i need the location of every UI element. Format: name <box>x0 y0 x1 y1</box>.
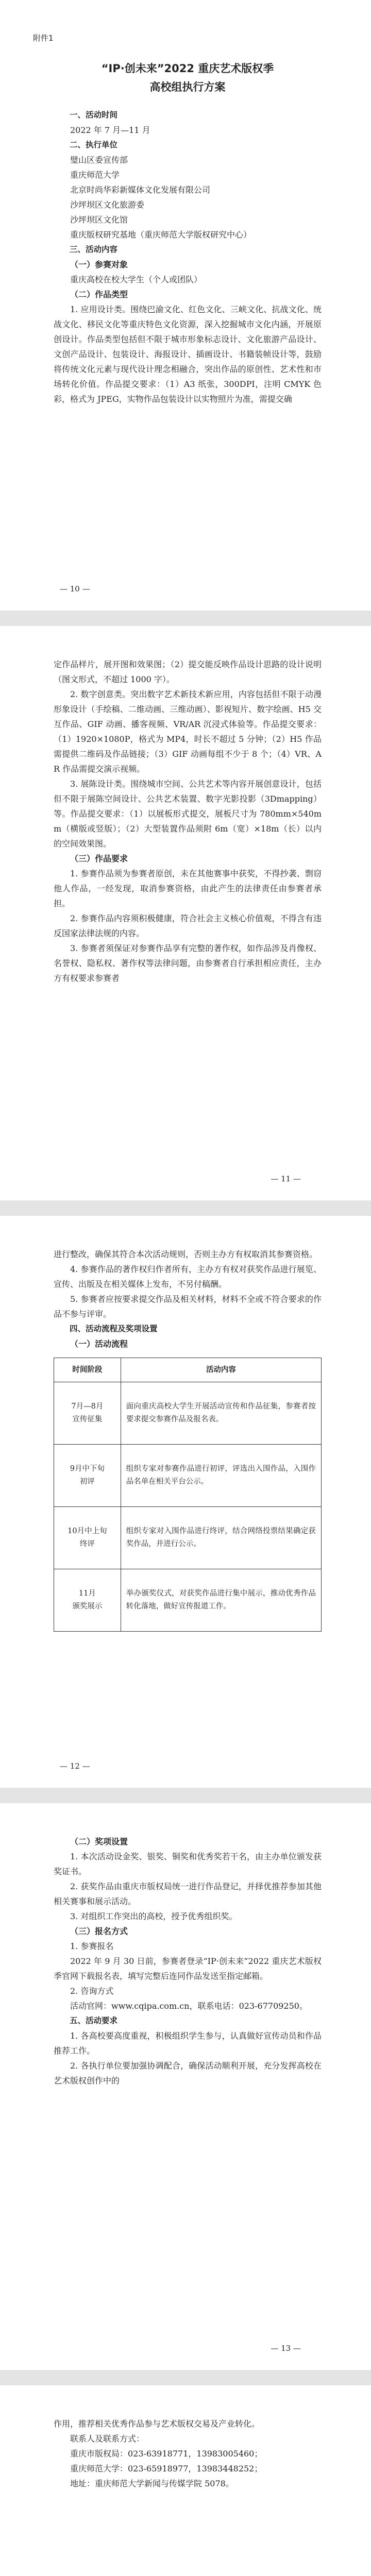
stage-name: 初评 <box>79 1478 95 1486</box>
paragraph: 2. 咨询方式 <box>70 1986 114 1996</box>
text-line: 璧山区委宣传部 <box>70 155 128 165</box>
table-header-cell: 时间阶段 <box>54 1358 121 1382</box>
paragraph: 2. 参赛作品内容须积极健康，符合社会主义核心价值观，不得含有违反国家法律法规的内容。 <box>54 913 322 938</box>
page-body <box>54 2416 322 2491</box>
time-period: 7月—8月 <box>71 1402 104 1411</box>
document-page-3 <box>0 1216 371 1788</box>
document-page-5 <box>0 2385 371 2576</box>
paragraph: 1. 参赛作品须为参赛者原创，未在其他赛事中获奖，不得抄袭、剽窃他人作品，一经发现，取消参赛资格，由此产生的法律责任由参赛者承担。 <box>54 869 322 908</box>
attachment-label: 附件1 <box>33 33 54 43</box>
text-line: 沙坪坝区文化旅游委 <box>70 200 145 210</box>
paragraph: 1. 应用设计类。围绕巴渝文化、红色文化、三峡文化、抗战文化、统战文化、移民文化等重庆特色文化资源，深入挖掘城市文化内涵，开展原创设计。作品类型包括但不限于城市形象标志设计、文化旅游产品设计、文创产品设计、包装设计、海报设计、插画设计、书籍装帧设计等，鼓励将传统文化元素与现代设计理念相融合，突出作品的原创性、艺术性和市场转化价值。作品提交要求：（1）A3 纸张，300DPI，注明 CMYK 色彩，格式为 JPEG，实物作品包装设计以实物照片为准，需提交确 <box>54 304 322 404</box>
paragraph: 3. 对组织工作突出的高校，授予优秀组织奖。 <box>70 1911 238 1921</box>
page-body <box>54 1834 322 2088</box>
page-body <box>54 108 322 406</box>
table-row <box>54 1507 322 1569</box>
subsection-heading: （一）活动流程 <box>70 1339 128 1349</box>
table-row <box>54 1569 322 1632</box>
title-line-2: 高校组执行方案 <box>149 81 226 93</box>
section-heading: 一、活动时间 <box>70 110 118 120</box>
table-row <box>54 1382 322 1445</box>
time-stage-cell <box>54 1569 121 1632</box>
table-row <box>54 1445 322 1507</box>
page-body <box>54 1247 322 1632</box>
subsection-heading: （三）作品要求 <box>70 854 128 863</box>
paragraph: 联系人及联系方式： <box>70 2434 145 2444</box>
schedule-table <box>54 1358 322 1632</box>
paragraph: 3. 参赛者须保证对参赛作品享有完整的著作权，如作品涉及肖像权、名誉权、隐私权、著作权等法律问题，由参赛者自行承担相应责任，主办方有权要求参赛者 <box>54 943 322 983</box>
time-stage-cell <box>54 1445 121 1507</box>
stage-name: 宣传征集 <box>72 1415 103 1423</box>
paragraph: 2022 年 9 月 30 日前，参赛者登录“IP·创未来”2022 重庆艺术版权季官网下载报名表，填写完整后连同作品发送至指定邮箱。 <box>54 1956 322 1981</box>
paragraph: 1. 本次活动设金奖、银奖、铜奖和优秀奖若干名，由主办单位颁发获奖证书。 <box>54 1852 322 1876</box>
table-header-cell: 活动内容 <box>121 1358 321 1382</box>
subsection-heading: （一）参赛对象 <box>70 260 128 269</box>
paragraph: 1. 各高校要高度重视，积极组织学生参与，认真做好宣传动员和作品推荐工作。 <box>54 2031 322 2056</box>
section-heading: 二、执行单位 <box>70 140 118 149</box>
page-number: — 13 — <box>271 2344 301 2353</box>
stage-name: 终评 <box>79 1540 95 1548</box>
stage-name: 颁奖展示 <box>72 1602 103 1611</box>
time-stage-cell <box>54 1382 121 1445</box>
time-period: 9月中下旬 <box>70 1465 105 1473</box>
activity-content-cell: 组织专家对入围作品进行终评，结合网络投票结果确定获奖作品，并进行公示。 <box>121 1507 321 1569</box>
paragraph-continuation: 进行整改，确保其符合本次活动规则，否则主办方有权取消其参赛资格。 <box>54 1249 318 1259</box>
table-header-row <box>54 1358 322 1382</box>
paragraph: 2. 获奖作品由重庆市版权局统一进行作品登记，并择优推荐参加其他相关赛事和展示活动。 <box>54 1882 322 1906</box>
title-line-1: “IP·创未来”2022 重庆艺术版权季 <box>101 62 274 75</box>
activity-content-cell: 面向重庆高校大学生开展活动宣传和作品征集，参赛者按要求提交参赛作品及报名表。 <box>121 1382 321 1445</box>
page-number: — 10 — <box>60 584 90 594</box>
text-line: 2022 年 7 月—11 月 <box>70 125 150 135</box>
paragraph: 1. 参赛报名 <box>70 1941 114 1951</box>
paragraph: 地址：重庆师范大学新闻与传媒学院 5078。 <box>70 2479 234 2488</box>
section-heading: 四、活动流程及奖项设置 <box>70 1324 158 1333</box>
text-line: 重庆师范大学 <box>70 170 120 180</box>
document-page-4 <box>0 1803 371 2370</box>
paragraph: 重庆市版权局：023-63918771，13983005460； <box>70 2449 263 2459</box>
text-line: 沙坪坝区文化馆 <box>70 215 128 225</box>
paragraph: 3. 展陈设计类。围绕城市空间、公共艺术等内容开展创意设计，包括但不限于展陈空间设计、公共艺术装置、数字光影投影（3Dmapping）等。作品提交要求：（1）以展板形式提交，展板尺寸为 780mm×540mm（横版或竖版）；（2）大型装置作品须附 6m（宽）×18m（长）以内的空间效果图。 <box>54 779 322 849</box>
subsection-heading: （三）报名方式 <box>70 1926 128 1936</box>
section-heading: 五、活动要求 <box>70 2016 118 2025</box>
time-period: 10月中上旬 <box>68 1527 107 1535</box>
text-line: 重庆版权研究基地（重庆师范大学版权研究中心） <box>70 230 252 240</box>
paragraph-continuation: 作用，推荐相关优秀作品参与艺术版权交易及产业转化。 <box>54 2419 260 2429</box>
section-heading: 三、活动内容 <box>70 245 118 254</box>
subsection-heading: （二）作品类型 <box>70 290 128 299</box>
paragraph: 2. 数字创意类。突出数字艺术新技术新应用，内容包括但不限于动漫形象设计（手绘稿、二维动画、三维动画）、影视短片、数字绘画、H5 交互作品、GIF 动画、播客视频、VR/AR 沉浸式体验等。作品提交要求：（1）1920×1080P，格式为 MP4，时长不超过 5 分钟；（2）H5 作品需提供二维码及作品链接；（3）GIF 动画每组不少于 8 个；（4）VR、AR 作品需提交演示视频。 <box>54 689 322 774</box>
page-body <box>54 657 322 986</box>
paragraph: 5. 参赛者应按要求提交作品及相关材料，材料不全或不符合要求的作品不参与评审。 <box>54 1294 322 1319</box>
activity-content-cell: 举办颁奖仪式，对获奖作品进行集中展示，推动优秀作品转化落地，做好宣传报道工作。 <box>121 1569 321 1632</box>
subsection-heading: （二）奖项设置 <box>70 1837 128 1846</box>
document-page-2 <box>0 626 371 1200</box>
paragraph: 4. 参赛作品的著作权归作者所有，主办方有权对获奖作品进行展览、宣传、出版及在相关媒体上发布，不另付稿酬。 <box>54 1264 322 1289</box>
paragraph: 重庆师范大学：023-65918977，13983448252； <box>70 2464 263 2473</box>
time-period: 11月 <box>78 1589 96 1598</box>
text-line: 重庆高校在校大学生（个人或团队） <box>70 275 203 284</box>
activity-content-cell: 组织专家对参赛作品进行初评，评选出入围作品，入围作品名单在相关平台公示。 <box>121 1445 321 1507</box>
paragraph: 2. 各执行单位要加强协调配合，确保活动顺利开展，充分发挥高校在艺术版权创作中的 <box>54 2061 322 2086</box>
paragraph-continuation: 定作品样片，展开图和效果图；（2）提交能反映作品设计思路的设计说明（图文形式，不超过 1000 字）。 <box>54 659 322 684</box>
paragraph: 活动官网：www.cqipa.com.cn，联系电话：023-67709250。 <box>70 2001 308 2011</box>
page-number: — 11 — <box>271 1174 301 1183</box>
text-line: 北京时尚华彩新媒体文化发展有限公司 <box>70 185 211 195</box>
time-stage-cell <box>54 1507 121 1569</box>
document-page-1 <box>0 0 371 611</box>
document-title <box>54 59 322 96</box>
page-number: — 12 — <box>60 1761 90 1771</box>
